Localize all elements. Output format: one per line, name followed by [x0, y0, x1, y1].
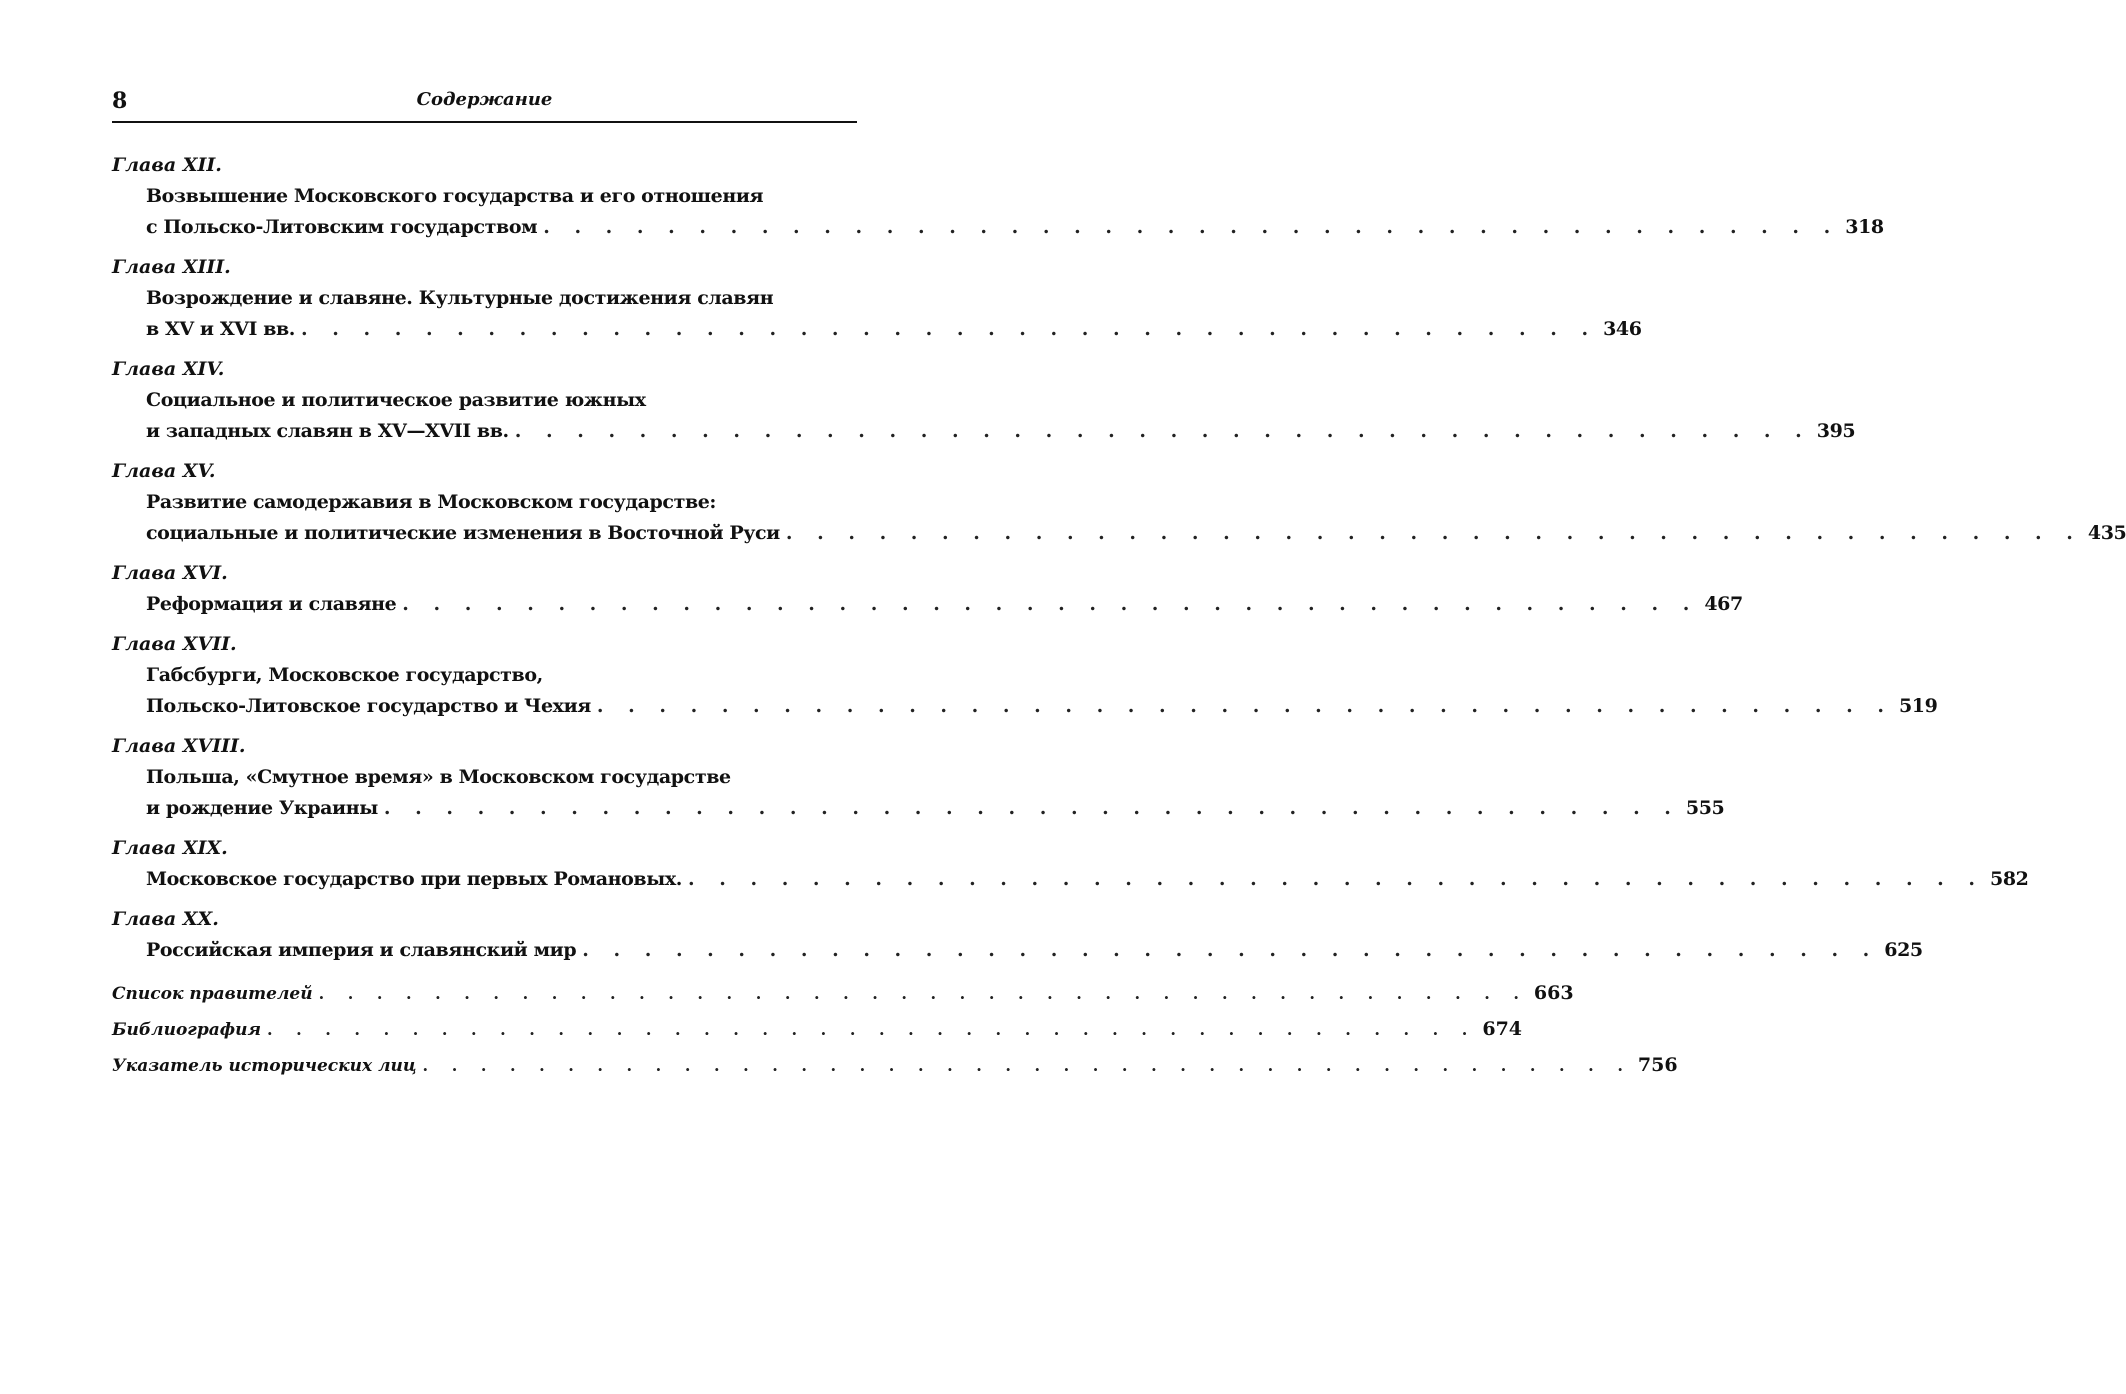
- toc-chapter[interactable]: [112, 904, 1923, 966]
- chapter-title-line: Развитие самодержавия в Московском государстве:: [146, 491, 717, 513]
- dot-leader: . . . . . . . . . . . . . . . . . . . . . . . . . . . . . . . . . . . . . . . . . .: [318, 984, 1528, 1003]
- page-number: 8: [112, 88, 128, 114]
- chapter-title-last-line: [112, 416, 1856, 447]
- extra-title: Указатель исторических лиц: [112, 1056, 417, 1076]
- chapter-label: Глава XIII.: [112, 256, 231, 278]
- page-ref: 582: [1990, 868, 2029, 890]
- header-rule: [112, 121, 857, 123]
- page-ref: 467: [1704, 593, 1743, 615]
- toc-chapter[interactable]: [112, 629, 1938, 722]
- chapter-title-last-line: [112, 935, 1923, 966]
- page-ref: 555: [1685, 797, 1725, 819]
- dot-leader: . . . . . . . . . . . . . . . . . . . . . . . . . . . . . . . . . . . . . . . . . .: [422, 1056, 1632, 1075]
- dot-leader: . . . . . . . . . . . . . . . . . . . . . . . . . . . . . . . . . . . . . . . . . .: [383, 797, 1680, 819]
- chapter-label: Глава XVIII.: [112, 735, 246, 757]
- dot-leader: . . . . . . . . . . . . . . . . . . . . . . . . . . . . . . . . . . . . . . . . . .: [514, 420, 1811, 442]
- chapter-title-line: социальные и политические изменения в Восточной Руси: [146, 522, 780, 544]
- running-title: Содержание: [416, 89, 553, 110]
- chapter-title-last-line: [112, 864, 2029, 895]
- page-ref: 674: [1482, 1018, 1523, 1040]
- chapter-title-line: Московское государство при первых Романовых.: [146, 868, 682, 890]
- page-ref: 318: [1845, 216, 1884, 238]
- page-ref: 625: [1884, 939, 1923, 961]
- dot-leader: . . . . . . . . . . . . . . . . . . . . . . . . . . . . . . . . . . . . . . . . . .: [688, 868, 1985, 890]
- chapter-title-line: Польско-Литовское государство и Чехия: [146, 695, 591, 717]
- chapter-label: Глава XVI.: [112, 562, 228, 584]
- chapter-title-last-line: [112, 793, 1725, 824]
- chapter-title-line: Габсбурги, Московское государство,: [146, 664, 543, 686]
- dot-leader: . . . . . . . . . . . . . . . . . . . . . . . . . . . . . . . . . . . . . . . . . .: [543, 216, 1840, 238]
- chapter-title-last-line: [112, 691, 1938, 722]
- page-ref: 756: [1637, 1054, 1678, 1076]
- toc-chapter[interactable]: [112, 354, 1856, 447]
- chapter-label: Глава XIX.: [112, 837, 228, 859]
- chapter-title-last-line: [112, 212, 1884, 243]
- chapter-title-line: Возвышение Московского государства и его отношения: [146, 185, 764, 207]
- dot-leader: . . . . . . . . . . . . . . . . . . . . . . . . . . . . . . . . . . . . . . . . . .: [301, 318, 1598, 340]
- toc-chapter[interactable]: [112, 252, 1642, 345]
- page-ref: 346: [1603, 318, 1642, 340]
- table-of-contents: [112, 150, 2126, 1083]
- toc-chapter[interactable]: [112, 558, 1743, 620]
- toc-chapter[interactable]: [112, 456, 2126, 549]
- chapter-title-last-line: [112, 518, 2126, 549]
- chapter-title-line: Социальное и политическое развитие южных: [146, 389, 646, 411]
- extra-title: Библиография: [112, 1020, 261, 1040]
- chapter-title-line: с Польско-Литовским государством: [146, 216, 538, 238]
- chapter-title-last-line: [112, 314, 1642, 345]
- toc-chapter[interactable]: [112, 833, 2029, 895]
- chapter-title-line: Польша, «Смутное время» в Московском государстве: [146, 766, 731, 788]
- toc-extra-entry[interactable]: [112, 1011, 1523, 1047]
- chapter-label: Глава XIV.: [112, 358, 225, 380]
- chapter-label: Глава XII.: [112, 154, 222, 176]
- chapter-label: Глава XV.: [112, 460, 216, 482]
- dot-leader: . . . . . . . . . . . . . . . . . . . . . . . . . . . . . . . . . . . . . . . . . .: [582, 939, 1879, 961]
- dot-leader: . . . . . . . . . . . . . . . . . . . . . . . . . . . . . . . . . . . . . . . . . .: [402, 593, 1699, 615]
- page-ref: 663: [1533, 982, 1574, 1004]
- page-ref: 519: [1898, 695, 1938, 717]
- toc-chapter[interactable]: [112, 150, 1884, 243]
- chapter-title-line: и рождение Украины: [146, 797, 378, 819]
- dot-leader: . . . . . . . . . . . . . . . . . . . . . . . . . . . . . . . . . . . . . . . . . .: [267, 1020, 1477, 1039]
- toc-chapter[interactable]: [112, 731, 1725, 824]
- toc-extra-entry[interactable]: [112, 975, 1574, 1011]
- chapter-title-line: в XV и XVI вв.: [146, 318, 296, 340]
- dot-leader: . . . . . . . . . . . . . . . . . . . . . . . . . . . . . . . . . . . . . . . . . .: [596, 695, 1893, 717]
- toc-extra-entry[interactable]: [112, 1047, 1678, 1083]
- chapter-label: Глава XVII.: [112, 633, 237, 655]
- page-ref: 435: [2087, 522, 2126, 544]
- extra-title: Список правителей: [112, 984, 313, 1004]
- chapter-title-last-line: [112, 589, 1743, 620]
- chapter-title-line: Реформация и славяне: [146, 593, 397, 615]
- chapter-label: Глава XX.: [112, 908, 219, 930]
- chapter-title-line: Российская империя и славянский мир: [146, 939, 577, 961]
- chapter-title-line: Возрождение и славяне. Культурные достижения славян: [146, 287, 774, 309]
- dot-leader: . . . . . . . . . . . . . . . . . . . . . . . . . . . . . . . . . . . . . . . . . .: [785, 522, 2082, 544]
- chapter-title-line: и западных славян в XV—XVII вв.: [146, 420, 509, 442]
- page-ref: 395: [1816, 420, 1856, 442]
